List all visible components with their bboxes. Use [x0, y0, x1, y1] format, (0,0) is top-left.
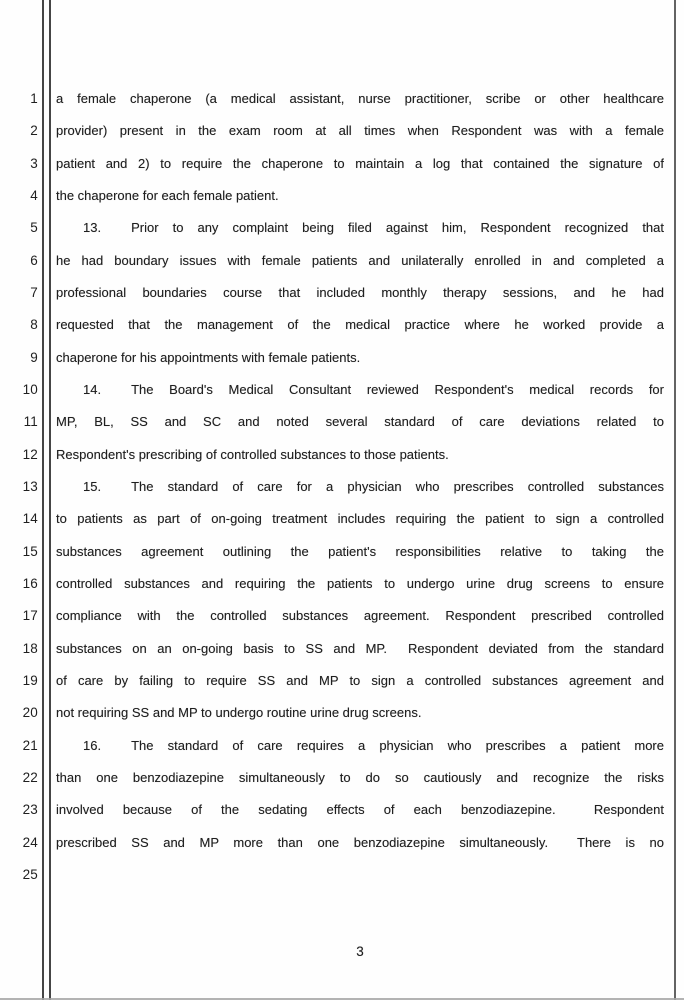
document-line: [0, 374, 664, 406]
line-text: [56, 697, 664, 729]
line-number: 1: [30, 91, 38, 106]
line-number: 12: [22, 446, 38, 462]
document-line: [0, 406, 664, 438]
document-line: [0, 115, 664, 147]
line-text: [56, 633, 664, 665]
document-line: [0, 277, 664, 309]
line-number: 6: [30, 252, 38, 268]
line-number: 8: [30, 317, 38, 333]
line-number: 16: [22, 575, 38, 591]
line-text: [56, 730, 664, 762]
document-line: [0, 730, 664, 762]
line-text-body: involved because of the sedating effects of each benzodiazepine. Respondent: [56, 802, 664, 818]
document-line: [0, 794, 664, 826]
line-text: [56, 406, 664, 438]
document-line: [0, 439, 664, 471]
paragraph-number: 15.: [83, 478, 102, 494]
line-text-body: Prior to any complaint being filed against him, Respondent recognized that: [131, 220, 664, 236]
line-text: [56, 827, 664, 859]
document-line: [0, 180, 664, 212]
line-text-body: substances agreement outlining the patient's responsibilities relative to taking the: [56, 543, 664, 559]
document-line: [0, 859, 664, 891]
line-text-body: prescribed SS and MP more than one benzodiazepine simultaneously. There is no: [56, 834, 664, 850]
line-number: 5: [30, 220, 38, 236]
page-number: 3: [356, 944, 364, 959]
line-text-body: requested that the management of the medical practice where he worked provide a: [56, 317, 664, 333]
line-text: [56, 794, 664, 826]
line-text: [56, 342, 664, 374]
line-text-body: substances on an on-going basis to SS and MP. Respondent deviated from the standard: [56, 640, 664, 656]
document-line: [0, 212, 664, 244]
document-line: [0, 245, 664, 277]
line-number: 4: [30, 187, 38, 203]
document-line: [0, 827, 664, 859]
line-number: 10: [22, 381, 38, 397]
line-text: [56, 309, 664, 341]
line-text-body: he had boundary issues with female patients and unilaterally enrolled in and completed a: [56, 252, 664, 268]
line-number: 7: [30, 284, 38, 300]
line-number: 13: [22, 478, 38, 494]
document-line: [0, 83, 664, 115]
document-line: [0, 665, 664, 697]
line-text: [56, 600, 664, 632]
line-text: [56, 245, 664, 277]
document-line: [0, 568, 664, 600]
line-text-body: The standard of care for a physician who prescribes controlled substances: [131, 478, 664, 494]
line-text-body: Respondent's prescribing of controlled substances to those patients.: [56, 446, 449, 462]
line-text-body: compliance with the controlled substances agreement. Respondent prescribed controlled: [56, 608, 664, 624]
document-line: [0, 471, 664, 503]
line-number: 2: [30, 123, 38, 139]
document-line: [0, 633, 664, 665]
line-number: 14: [22, 511, 38, 527]
line-text-body: The standard of care requires a physician who prescribes a patient more: [131, 737, 664, 753]
document-line: [0, 342, 664, 374]
line-text-body: patient and 2) to require the chaperone to maintain a log that contained the signature of: [56, 155, 664, 171]
document-line: [0, 536, 664, 568]
line-text-body: than one benzodiazepine simultaneously to do so cautiously and recognize the risks: [56, 769, 664, 785]
line-text-body: professional boundaries course that included monthly therapy sessions, and he had: [56, 284, 664, 300]
line-text: [56, 536, 664, 568]
line-number: 19: [22, 672, 38, 688]
line-text: [56, 471, 664, 503]
line-text-body: of care by failing to require SS and MP to sign a controlled substances agreement and: [56, 672, 664, 688]
line-text: [56, 212, 664, 244]
line-text: [56, 277, 664, 309]
line-text-body: controlled substances and requiring the patients to undergo urine drug screens to ensure: [56, 575, 664, 591]
line-text-body: The Board's Medical Consultant reviewed Respondent's medical records for: [131, 381, 664, 397]
line-text-body: provider) present in the exam room at all times when Respondent was with a female: [56, 123, 664, 139]
document-line: [0, 600, 664, 632]
document-line: [0, 148, 664, 180]
line-text: [56, 762, 664, 794]
line-text: [56, 83, 664, 115]
line-text: [56, 503, 664, 535]
line-text: [56, 859, 664, 891]
line-number: 11: [23, 414, 38, 430]
line-text: [56, 115, 664, 147]
line-text-body: the chaperone for each female patient.: [56, 187, 279, 203]
page-right-edge-rule: [674, 0, 676, 1000]
line-number: 3: [30, 155, 38, 171]
paragraph-number: 16.: [83, 737, 102, 753]
line-text-body: MP, BL, SS and SC and noted several standard of care deviations related to: [56, 414, 664, 430]
line-text: [56, 180, 664, 212]
line-text-body: to patients as part of on-going treatment includes requiring the patient to sign a controlled: [56, 511, 664, 527]
line-text-body: chaperone for his appointments with female patients.: [56, 349, 361, 365]
line-number: 22: [22, 769, 38, 785]
line-text: [56, 374, 664, 406]
line-number: 23: [22, 802, 38, 818]
line-text-body: a female chaperone (a medical assistant, nurse practitioner, scribe or other healthcare: [56, 91, 664, 106]
document-line: [0, 309, 664, 341]
paragraph-number: 14.: [83, 381, 102, 397]
document-line: [0, 697, 664, 729]
line-number: 18: [22, 640, 38, 656]
line-number: 24: [22, 834, 38, 850]
line-number: 9: [30, 349, 38, 365]
line-text-body: not requiring SS and MP to undergo routine urine drug screens.: [56, 705, 422, 721]
line-number: 20: [22, 705, 38, 721]
line-text: [56, 665, 664, 697]
line-number: 25: [22, 866, 38, 882]
document-line: [0, 762, 664, 794]
document-line: [0, 503, 664, 535]
line-text: [56, 568, 664, 600]
line-number: 17: [22, 608, 38, 624]
paragraph-number: 13.: [83, 220, 102, 236]
line-number: 15: [22, 543, 38, 559]
line-number: 21: [22, 737, 38, 753]
line-text: [56, 148, 664, 180]
document-body: [0, 83, 664, 891]
line-text: [56, 439, 664, 471]
